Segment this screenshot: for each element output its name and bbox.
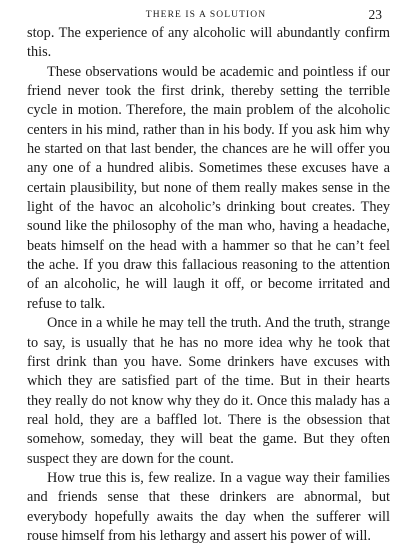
page-number: 23 [368,7,382,22]
body-text [27,24,390,546]
paragraph: These observations would be academic and pointless if our friend never took the first drink, thereby setting the terrible cycle in motion. Therefore, the main problem of the alcoholic centers in his mind, rather than in his body. If you ask him why he started on that last bender, the chances are he will offer you any one of a hundred alibis. Sometimes these excuses have a certain plausibility, but none of them really makes sense in the light of the havoc an alcoholic’s drinking bout creates. They sound like the philosophy of the man who, having a headache, beats himself on the head with a hammer so that he can’t feel the ache. If you draw this fallacious reasoning to the attention of an alcoholic, he will laugh it off, or become irritated and refuse to talk. [27,63,390,312]
running-header [0,7,412,23]
running-title: THERE IS A SOLUTION [145,10,267,20]
paragraph-continued: stop. The experience of any alcoholic will abundantly confirm this. [27,25,390,61]
paragraph: Once in a while he may tell the truth. And the truth, strange to say, is usually that he has no more idea why he took that first drink than you have. Some drinkers have excuses with which they are satisfied part of the time. But in their hearts they really do not know why they do it. Once this malady has a real hold, they are a baffled lot. There is the obsession that somehow, someday, they will beat the game. But they often suspect they are down for the count. [27,315,390,467]
paragraph: How true this is, few realize. In a vague way their families and friends sense that these drinkers are abnormal, but everybody hopefully awaits the day when the sufferer will rouse himself from his lethargy and assert his power of will. [27,469,390,544]
